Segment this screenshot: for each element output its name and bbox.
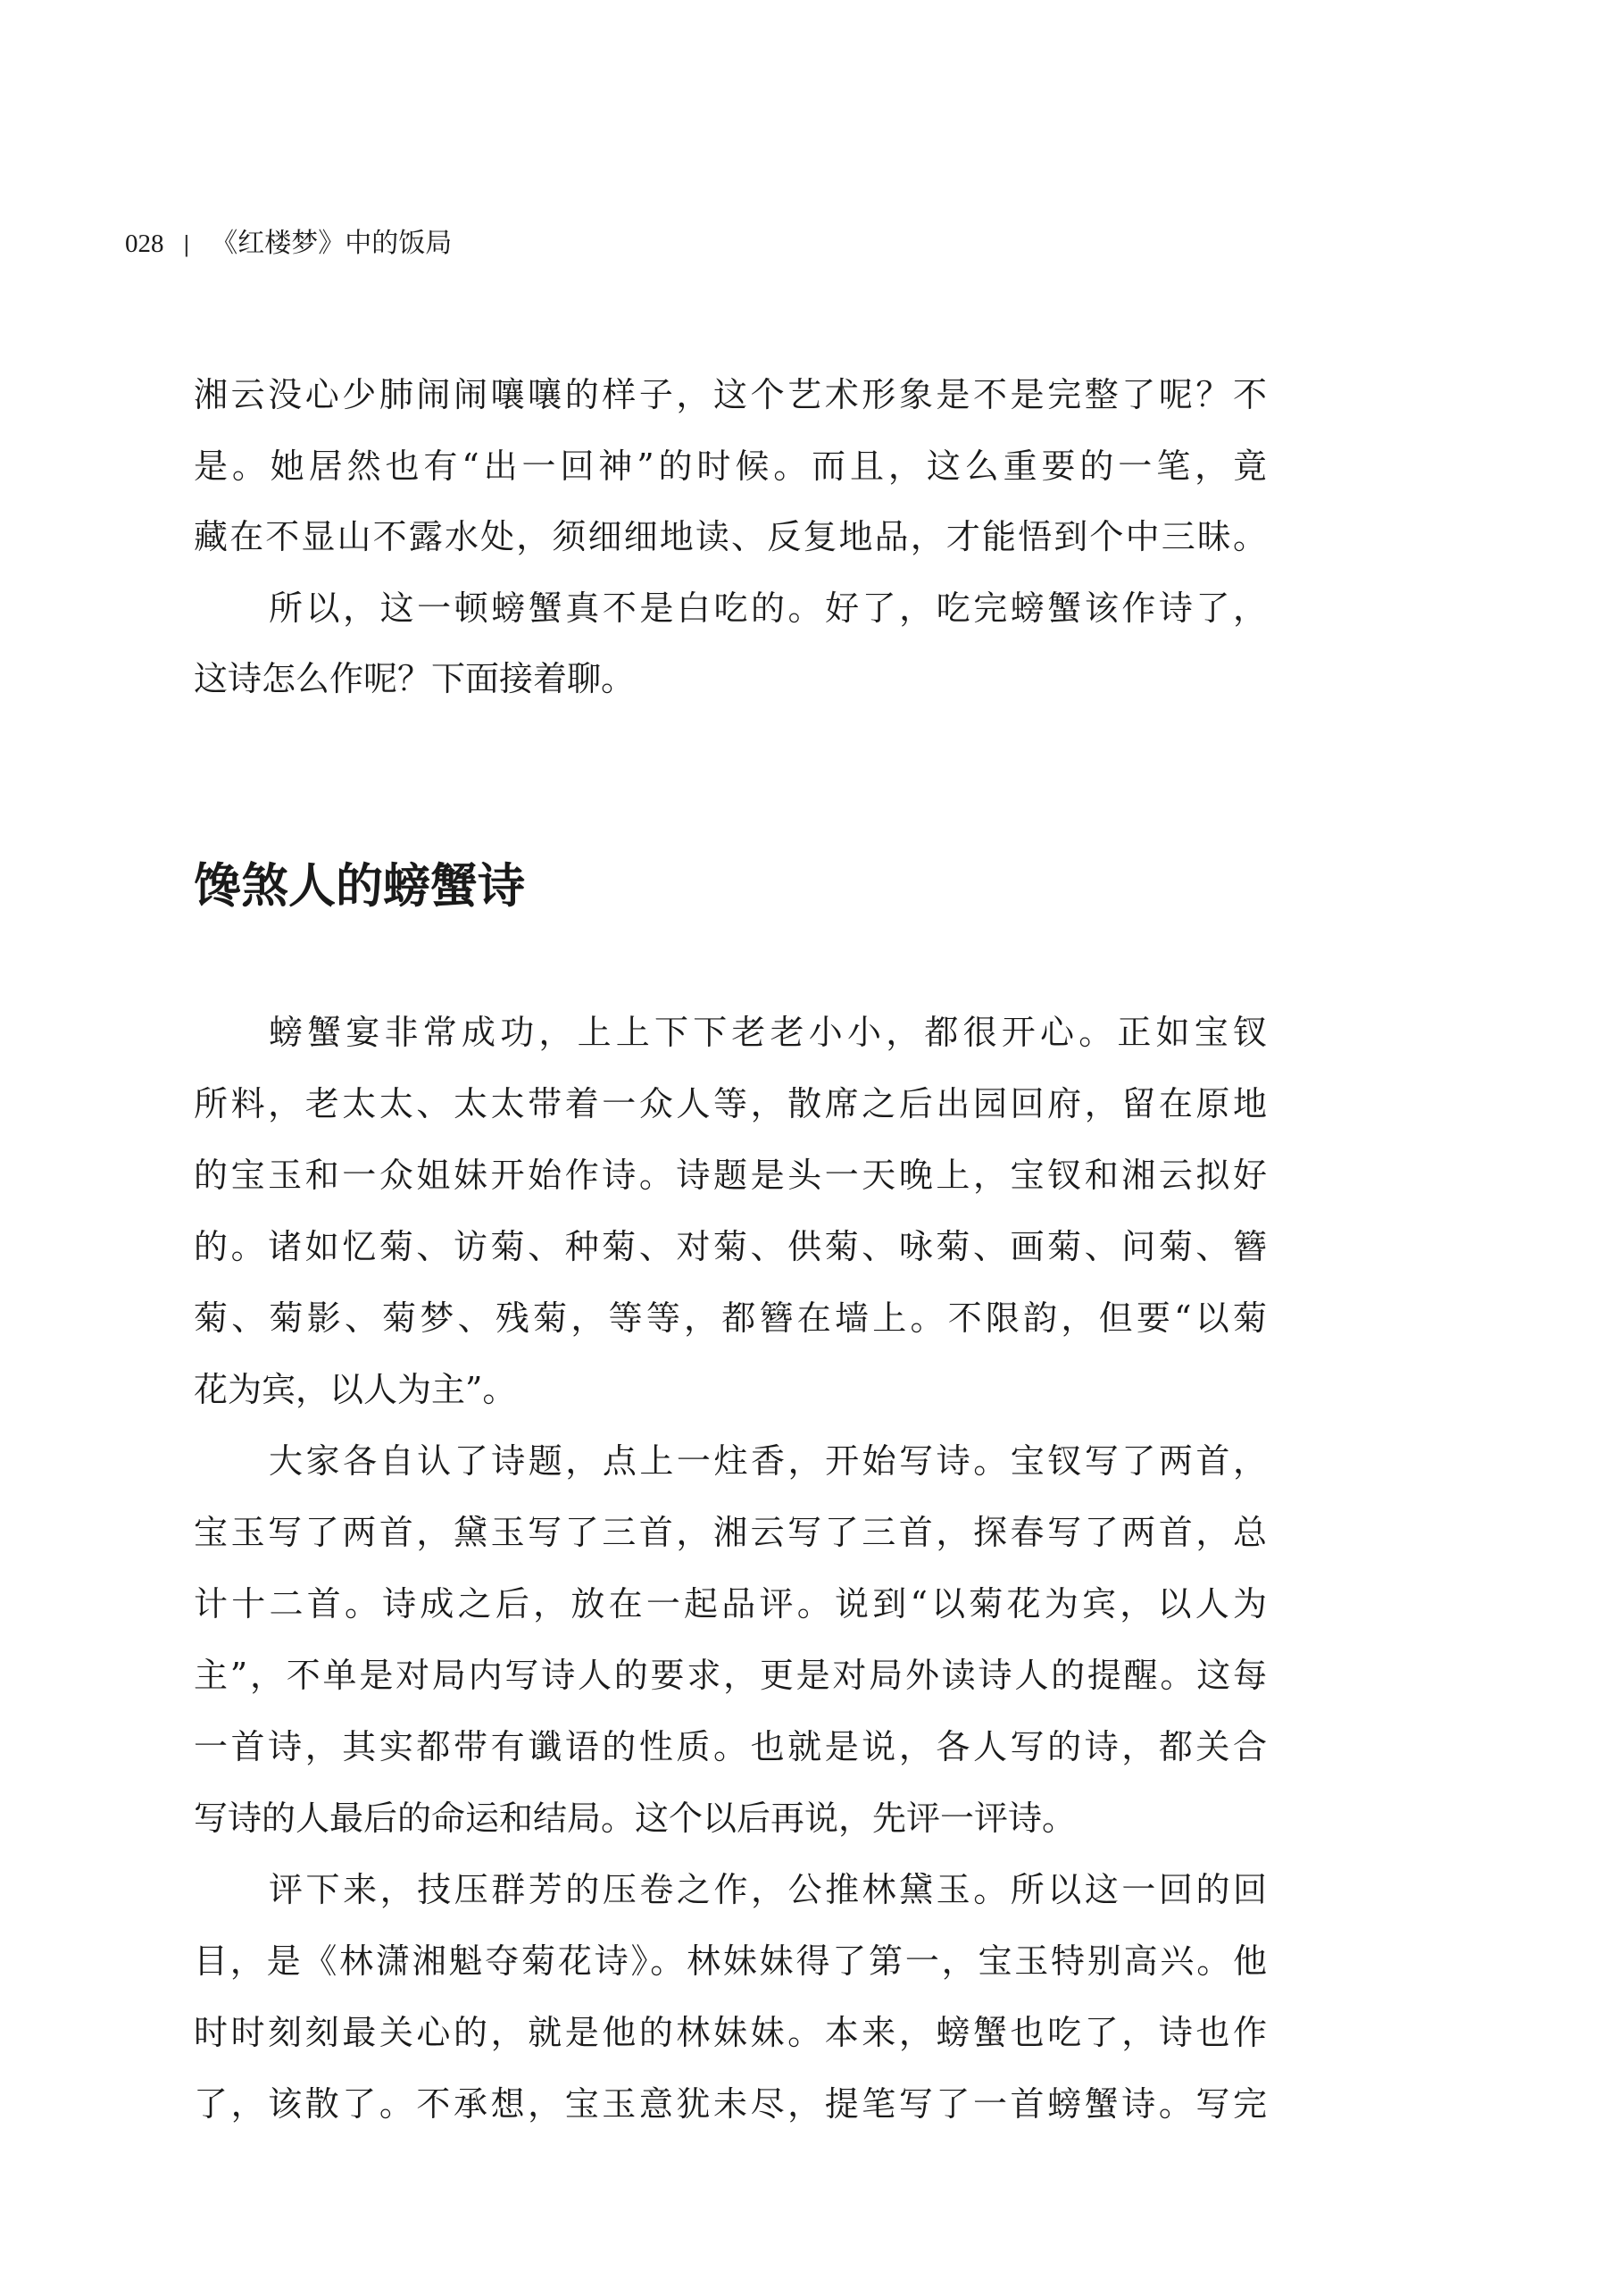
- page-header: [125, 226, 452, 262]
- text-line: 湘云没心少肺闹闹嚷嚷的样子，这个艺术形象是不是完整了呢？不: [194, 375, 1267, 414]
- text-line: 主”，不单是对局内写诗人的要求，更是对局外读诗人的提醒。这每: [194, 1656, 1267, 1695]
- text-line: 目，是《林潇湘魁夺菊花诗》。林妹妹得了第一，宝玉特别高兴。他: [194, 1941, 1267, 1981]
- section-heading: 馋煞人的螃蟹诗: [194, 858, 525, 914]
- text-line: 计十二首。诗成之后，放在一起品评。说到“以菊花为宾，以人为: [194, 1584, 1267, 1624]
- header-separator: |: [183, 230, 190, 257]
- text-line: 菊、菊影、菊梦、残菊，等等，都簪在墙上。不限韵，但要“以菊: [194, 1298, 1267, 1338]
- paragraph: [194, 997, 1267, 1425]
- body-text-section-2: [194, 997, 1267, 2140]
- text-line: 是。她居然也有“出一回神”的时候。而且，这么重要的一笔，竟: [194, 446, 1267, 486]
- paragraph: [194, 1854, 1267, 2140]
- page-number: 028: [125, 230, 164, 258]
- body-text-section-1: [194, 360, 1267, 715]
- text-line: 了，该散了。不承想，宝玉意犹未尽，提笔写了一首螃蟹诗。写完: [194, 2084, 1267, 2124]
- text-line: 写诗的人最后的命运和结局。这个以后再说，先评一评诗。: [194, 1799, 1077, 1838]
- text-line: 的宝玉和一众姐妹开始作诗。诗题是头一天晚上，宝钗和湘云拟好: [194, 1156, 1267, 1195]
- text-line: 这诗怎么作呢？下面接着聊。: [194, 659, 636, 698]
- paragraph: [194, 573, 1267, 715]
- paragraph: [194, 1425, 1267, 1854]
- paragraph: [194, 360, 1267, 573]
- text-line: 大家各自认了诗题，点上一炷香，开始写诗。宝钗写了两首，: [269, 1441, 1267, 1481]
- text-line: 所以，这一顿螃蟹真不是白吃的。好了，吃完螃蟹该作诗了，: [269, 588, 1267, 628]
- text-line: 所料，老太太、太太带着一众人等，散席之后出园回府，留在原地: [194, 1084, 1267, 1123]
- text-line: 螃蟹宴非常成功，上上下下老老小小，都很开心。正如宝钗: [269, 1013, 1267, 1052]
- text-line: 藏在不显山不露水处，须细细地读、反复地品，才能悟到个中三昧。: [194, 517, 1267, 556]
- text-line: 花为宾，以人为主”。: [194, 1370, 517, 1409]
- book-title: 《红楼梦》中的饭局: [211, 228, 453, 259]
- text-line: 的。诸如忆菊、访菊、种菊、对菊、供菊、咏菊、画菊、问菊、簪: [194, 1227, 1267, 1266]
- text-line: 一首诗，其实都带有谶语的性质。也就是说，各人写的诗，都关合: [194, 1727, 1267, 1766]
- text-line: 宝玉写了两首，黛玉写了三首，湘云写了三首，探春写了两首，总: [194, 1513, 1267, 1552]
- text-line: 时时刻刻最关心的，就是他的林妹妹。本来，螃蟹也吃了，诗也作: [194, 2013, 1267, 2052]
- text-line: 评下来，技压群芳的压卷之作，公推林黛玉。所以这一回的回: [269, 1870, 1267, 1909]
